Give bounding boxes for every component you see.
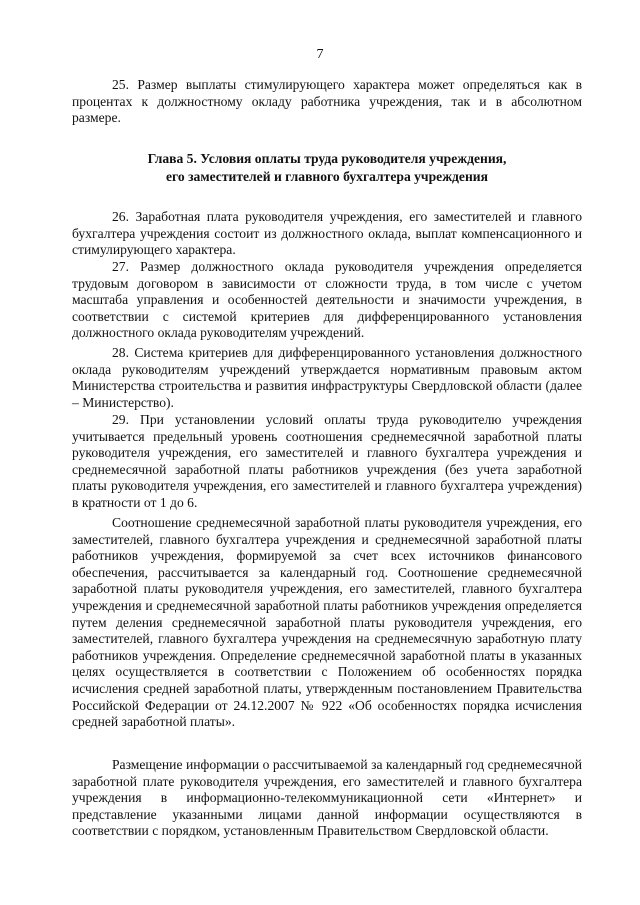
paragraph-placement: Размещение информации о рассчитываемой за календарный год среднемесячной заработной плате руководителя учреждения, его заместителей и главного бухгалтера учреждения в информационно-телекоммуникационной сети «Интернет» и представление указанными лицами данной информации осуществляются в соответствии с порядком, установленным Правительством Свердловской области. [72,757,582,839]
page-number: 7 [316,47,324,62]
chapter-heading [72,150,582,186]
paragraph-26: 26. Заработная плата руководителя учреждения, его заместителей и главного бухгалтера учреждения состоит из должностного оклада, выплат компенсационного и стимулирующего характера. [72,209,582,258]
chapter-heading-line-1: Глава 5. Условия оплаты труда руководителя учреждения, [147,151,507,166]
paragraph-29: 29. При установлении условий оплаты труда руководителю учреждения учитывается предельный уровень соотношения среднемесячной заработной платы руководителя учреждения, его заместителей и главного бухгалтера учреждения и среднемесячной заработной платы работников учреждения (без учета заработной платы руководителя учреждения, его заместителей и главного бухгалтера учреждения) в кратности от 1 до 6. [72,412,582,510]
paragraph-28: 28. Система критериев для дифференцированного установления должностного оклада руководителям учреждений утверждается нормативным правовым актом Министерства строительства и развития инфраструктуры Свердловской области (далее – Министерство). [72,345,582,410]
paragraph-25: 25. Размер выплаты стимулирующего характера может определяться как в процентах к должностному окладу работника учреждения, так и в абсолютном размере. [72,77,582,126]
paragraph-ratio: Соотношение среднемесячной заработной платы руководителя учреждения, его заместителей, главного бухгалтера учреждения и среднемесячной заработной платы работников учреждения, формируемой за счет всех источников финансового обеспечения, рассчитывается за календарный год. Соотношение среднемесячной заработной платы руководителя учреждения, его заместителей, главного бухгалтера учреждения и среднемесячной заработной платы работников учреждения определяется путем деления среднемесячной заработной платы руководителя учреждения, его заместителей, главного бухгалтера учреждения на среднемесячную заработную плату работников учреждения. Определение среднемесячной заработной платы в указанных целях осуществляется в соответствии с Положением об особенностях порядка исчисления средней заработной платы, утвержденным постановлением Правительства Российской Федерации от 24.12.2007 № 922 «Об особенностях порядка исчисления средней заработной платы». [72,515,582,730]
chapter-heading-line-2: его заместителей и главного бухгалтера учреждения [166,169,488,184]
paragraph-27: 27. Размер должностного оклада руководителя учреждения определяется трудовым договором в зависимости от сложности труда, в том числе с учетом масштаба управления и особенностей деятельности и значимости учреждения, в соответствии с системой критериев для дифференцированного установления должностного оклада руководителям учреждений. [72,259,582,341]
